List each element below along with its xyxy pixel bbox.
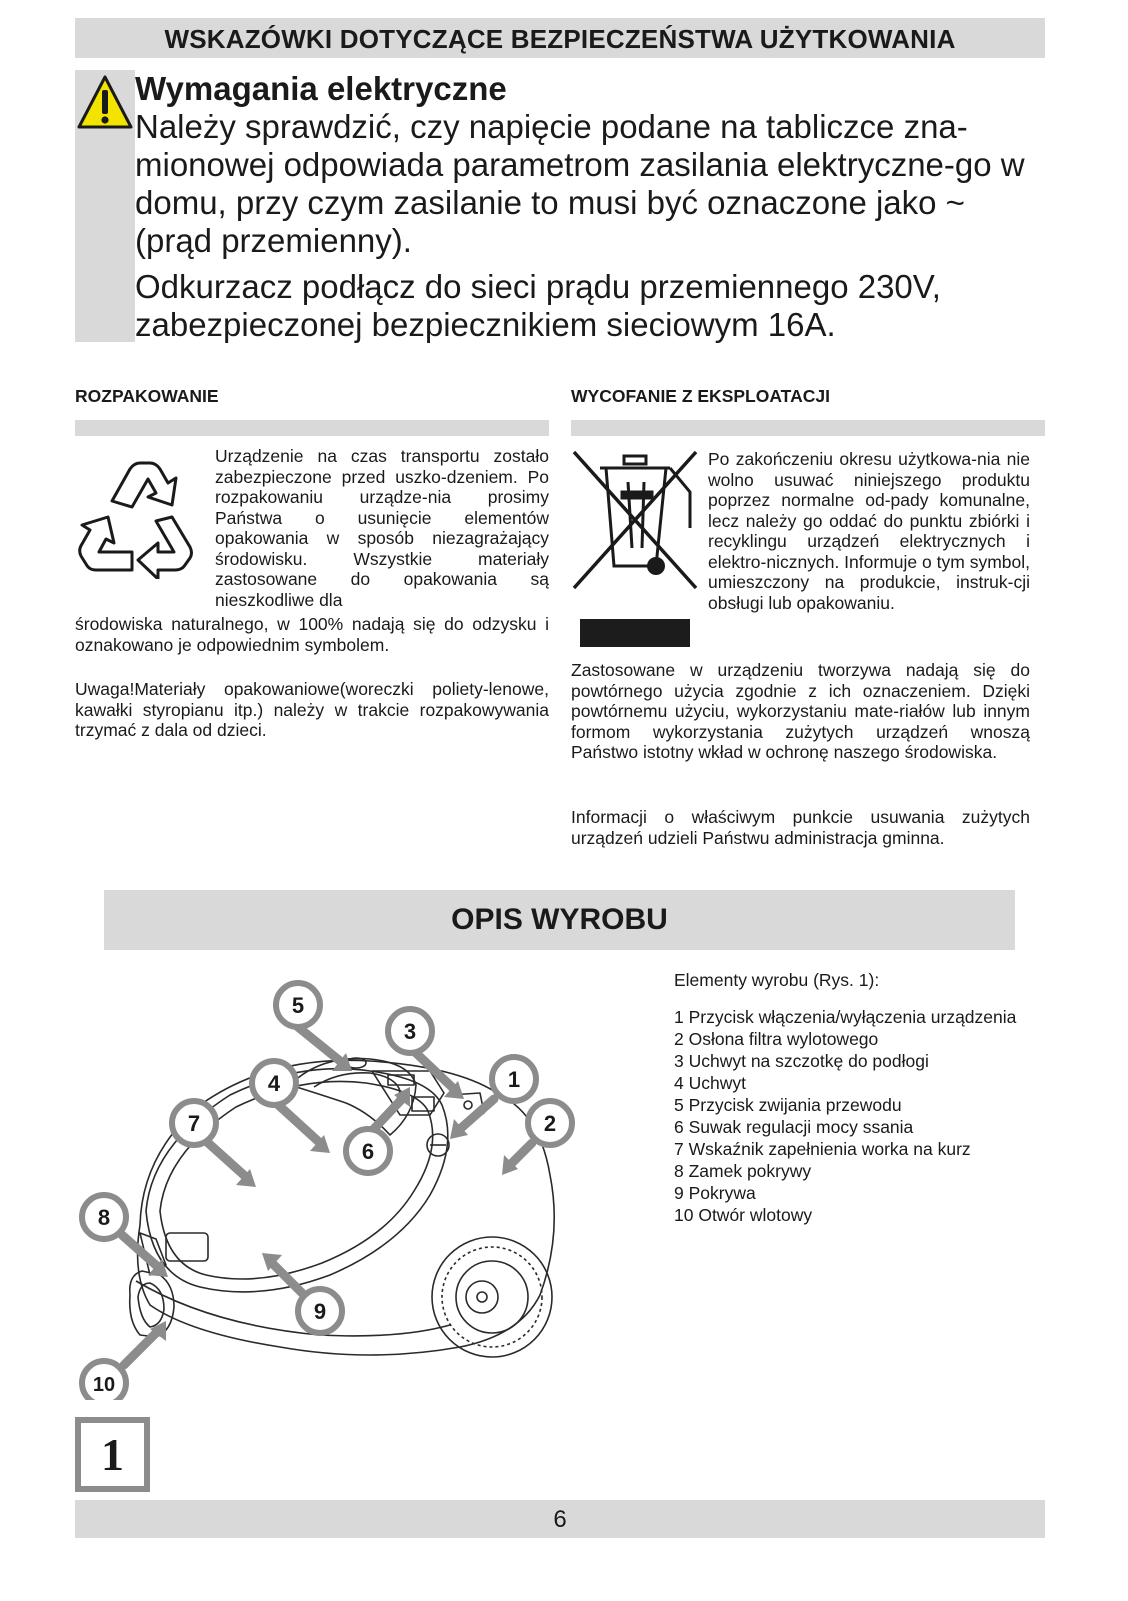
list-item: 10 Otwór wlotowy	[674, 1205, 813, 1225]
list-item: 3 Uchwyt na szczotkę do podłogi	[674, 1051, 929, 1071]
electrical-paragraph-2: Odkurzacz podłącz do sieci prądu przemiennego 230V, zabezpieczonej bezpiecznikiem sieciowym 16A.	[135, 268, 941, 343]
callout-label-6: 6	[361, 1139, 375, 1164]
list-item: 4 Uchwyt	[674, 1073, 746, 1093]
list-item: 8 Zamek pokrywy	[674, 1161, 812, 1181]
list-item: 2 Osłona filtra wylotowego	[674, 1029, 879, 1049]
warning-triangle-icon	[76, 74, 134, 132]
list-item: 1 Przycisk włączenia/wyłączenia urządzenia	[674, 1007, 1017, 1027]
figure-number-label: 1	[101, 1429, 124, 1480]
parts-list	[674, 1006, 1074, 1226]
callout-label-2: 2	[543, 1111, 557, 1136]
callout-label-7: 7	[187, 1111, 201, 1136]
disposal-heading: WYCOFANIE Z EKSPLOATACJI	[571, 386, 830, 406]
electrical-paragraph-1: Należy sprawdzić, czy napięcie podane na tabliczce zna-mionowej odpowiada parametrom zasilania elektryczne-go w domu, przy czym zasilanie to musi być oznaczone jako ~ (prąd przemienny).	[135, 108, 1025, 259]
disposal-text-2: Zastosowane w urządzeniu tworzywa nadają się do powtórnego użycia zgodnie z ich oznaczeniem. Dzięki powtórnemu użyciu, wykorzystaniu mate-riałów lub innym formom wykorzystania zużytych urządzeń wnoszą Państwo istotny wkład w ochronę naszego środowiska.	[571, 660, 1030, 762]
list-item: 7 Wskaźnik zapełnienia worka na kurz	[674, 1139, 971, 1159]
crossed-bin-icon	[570, 448, 700, 593]
electrical-requirements	[135, 70, 1045, 344]
unpacking-text-1: Urządzenie na czas transportu zostało zabezpieczone przed uszko-dzeniem. Po rozpakowaniu urządze-nia prosimy Państwa o usunięcie elementów opakowania w sposób niezagrażający środowisku. Wszystkie materiały zastosowane do opakowania są nieszkodliwe dla	[215, 446, 549, 610]
list-item: 5 Przycisk zwijania przewodu	[674, 1095, 902, 1115]
disposal-text-3: Informacji o właściwym punkcie usuwania zużytych urządzeń udzieli Państwu administracja gminna.	[571, 807, 1030, 848]
recycle-icon	[72, 443, 208, 579]
parts-heading: Elementy wyrobu (Rys. 1):	[674, 970, 880, 990]
list-item: 6 Suwak regulacji mocy ssania	[674, 1117, 914, 1137]
page-number: 6	[553, 1506, 567, 1533]
unpacking-heading: ROZPAKOWANIE	[75, 386, 219, 406]
vacuum-cleaner-figure	[70, 975, 590, 1400]
callout-label-9: 9	[313, 1299, 327, 1324]
parts-list-block	[674, 970, 1074, 1226]
callout-label-1: 1	[507, 1067, 521, 1092]
callout-label-4: 4	[267, 1071, 281, 1096]
disposal-text-1: Po zakończeniu okresu użytkowa-nia nie wolno usuwać niniejszego produktu poprzez normalne od-pady komunalne, lecz należy go oddać do punktu zbiórki i recyklingu urządzeń elektrycznych i elektro-nicznych. Informuje o tym symbol, umieszczony na produkcie, instruk-cji obsługi lub opakowaniu.	[708, 449, 1030, 613]
unpacking-divider	[75, 420, 549, 436]
figure-number-box	[75, 1417, 150, 1492]
unpacking-text-2: środowiska naturalnego, w 100% nadają się do odzysku i oznakowano je odpowiednim symbolem.	[75, 614, 549, 655]
callout-label-5: 5	[291, 993, 305, 1018]
unpacking-warning-text: Uwaga!Materiały opakowaniowe(woreczki poliety-lenowe, kawałki styropianu itp.) należy w trakcie rozpakowywania trzymać z dala od dzieci.	[75, 679, 549, 740]
weee-underline-bar	[580, 619, 690, 647]
disposal-divider	[571, 420, 1045, 436]
product-description-title: OPIS WYROBU	[451, 903, 668, 936]
callout-label-3: 3	[403, 1019, 417, 1044]
callout-label-10: 10	[92, 1374, 116, 1396]
page-title: WSKAZÓWKI DOTYCZĄCE BEZPIECZEŃSTWA UŻYTKOWANIA	[164, 24, 956, 54]
electrical-title: Wymagania elektryczne	[135, 70, 507, 107]
callout-label-8: 8	[97, 1205, 111, 1230]
list-item: 9 Pokrywa	[674, 1183, 756, 1203]
